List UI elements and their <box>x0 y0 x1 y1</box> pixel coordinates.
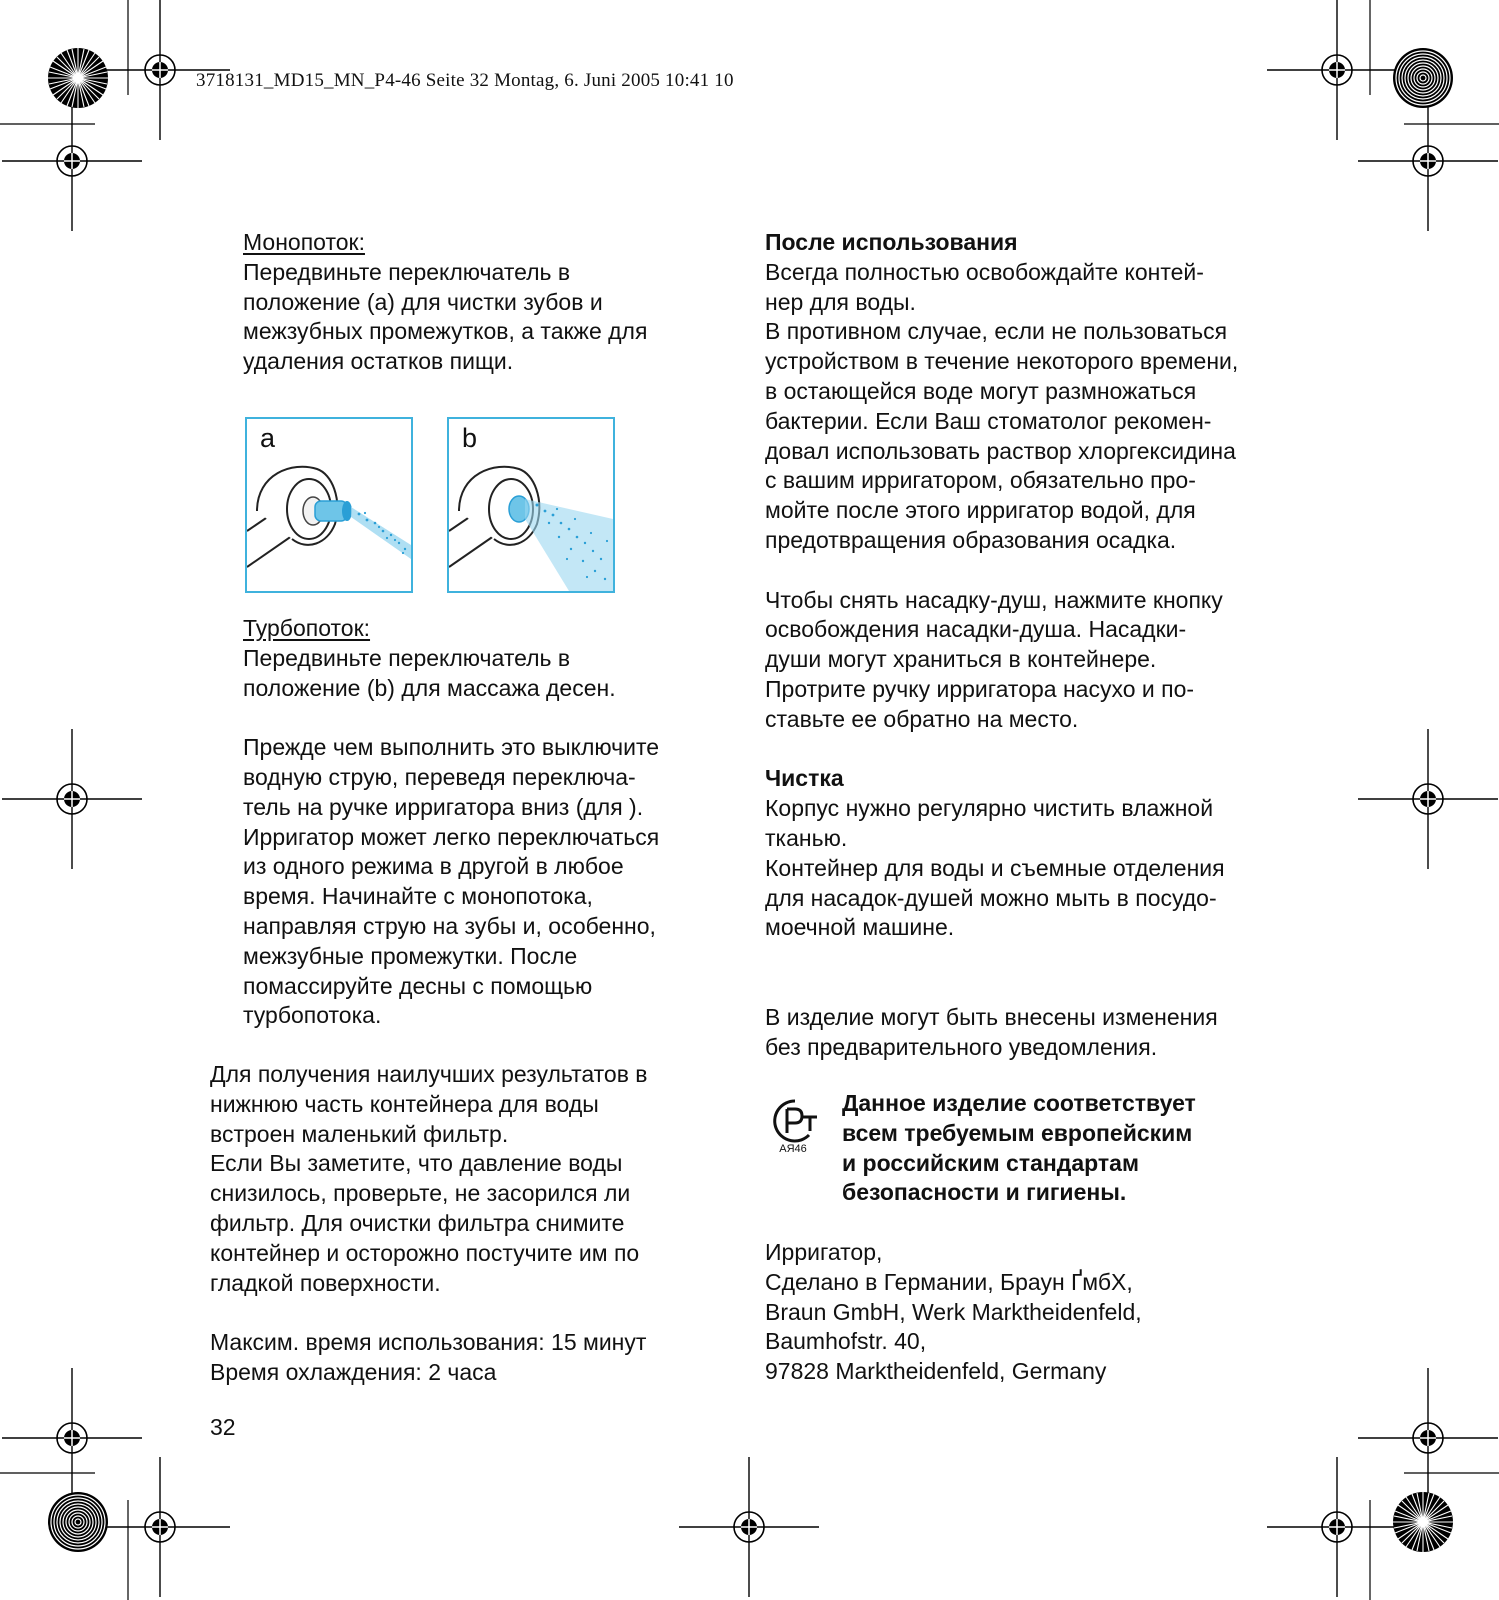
turboflow-section <box>243 614 733 1031</box>
text-line: положение (b) для массажа десен. <box>243 674 616 701</box>
text-line: Baumhofstr. 40, <box>765 1328 927 1355</box>
text-line: помассируйте десны с помощью <box>243 972 593 999</box>
text-line: Корпус нужно регулярно чистить влажной <box>765 795 1214 822</box>
text-line: В изделие могут быть внесены изменения <box>765 1003 1218 1030</box>
text-line: 97828 Marktheidenfeld, Germany <box>765 1358 1107 1385</box>
figure-a-label: a <box>260 423 276 453</box>
text-line: Прежде чем выполнить это выключите <box>243 734 660 761</box>
text-line: мойте после этого ирригатор водой, для <box>765 497 1196 524</box>
rst-certification-icon <box>765 1095 825 1155</box>
text-line: тель на ручке ирригатора вниз (для ). <box>243 793 644 820</box>
print-slug-line: 3718131_MD15_MN_P4-46 Seite 32 Montag, 6. Juni 2005 10:41 10 <box>196 70 734 91</box>
monoflow-heading: Монопоток: <box>243 229 365 255</box>
text-line: снизилось, проверьте, не засорился ли <box>210 1180 631 1207</box>
cert-code: АЯ46 <box>779 1143 807 1155</box>
text-line: всем требуемым европейским <box>842 1119 1193 1146</box>
text-line: Всегда полностью освобождайте контей- <box>765 258 1204 285</box>
text-line: турбопотока. <box>243 1002 382 1029</box>
turboflow-heading: Турбопоток: <box>243 615 371 641</box>
text-line: Ирригатор, <box>765 1239 883 1265</box>
text-line: время. Начинайте с монопотока, <box>243 883 593 910</box>
manufacturer-block <box>765 1238 1305 1387</box>
text-line: удаления остатков пищи. <box>243 348 514 375</box>
text-line: довал использовать раствор хлоргексидина <box>765 437 1236 464</box>
certification-statement <box>842 1089 1196 1208</box>
text-line: Передвиньте переключатель в <box>243 644 571 671</box>
after-use-heading: После использования <box>765 229 1018 255</box>
monoflow-section <box>243 228 733 377</box>
text-line: контейнер и осторожно постучите им по <box>210 1239 640 1266</box>
text-line: Если Вы заметите, что давление воды <box>210 1150 623 1177</box>
text-line: ставьте ее обратно на место. <box>765 705 1079 732</box>
right-column <box>765 228 1305 1062</box>
text-line: безопасности и гигиены. <box>842 1179 1127 1206</box>
page-number: 32 <box>210 1414 236 1440</box>
text-line: в остающейся воде могут размножаться <box>765 377 1197 404</box>
cooling-time: Время охлаждения: 2 часа <box>210 1358 497 1385</box>
figure-b-label: b <box>462 423 478 453</box>
text-line: межзубных промежутков, а также для <box>243 318 648 345</box>
text-line: фильтр. Для очистки фильтра снимите <box>210 1209 625 1236</box>
text-line: встроен маленький фильтр. <box>210 1120 509 1147</box>
text-line: нер для воды. <box>765 288 916 315</box>
max-use-time: Максим. время использования: 15 минут <box>210 1329 647 1356</box>
text-line: предотвращения образования осадка. <box>765 526 1177 553</box>
text-line: Сделано в Германии, Браун ҐмбХ, <box>765 1268 1133 1295</box>
text-line: Для получения наилучших результатов в <box>210 1061 648 1087</box>
text-line: Контейнер для воды и съемные отделения <box>765 854 1225 881</box>
text-line: души могут храниться в контейнере. <box>765 646 1157 673</box>
text-line: гладкой поверхности. <box>210 1269 441 1296</box>
text-line: В противном случае, если не пользоваться <box>765 318 1228 345</box>
text-line: моечной машине. <box>765 914 955 941</box>
text-line: для насадок-душей можно мыть в посудо- <box>765 884 1217 911</box>
text-line: направляя струю на зубы и, особенно, <box>243 912 656 939</box>
text-line: из одного режима в другой в любое <box>243 853 624 880</box>
nozzle-figures <box>245 417 620 597</box>
text-line: положение (a) для чистки зубов и <box>243 288 603 315</box>
text-line: Ирригатор может легко переключаться <box>243 823 660 850</box>
text-line: Передвиньте переключатель в <box>243 258 571 285</box>
text-line: водную струю, переведя переключа- <box>243 763 636 790</box>
text-line: освобождения насадки-душа. Насадки- <box>765 616 1187 643</box>
text-line: нижнюю часть контейнера для воды <box>210 1090 599 1117</box>
text-line: устройством в течение некоторого времени, <box>765 348 1239 375</box>
text-line: Данное изделие соответствует <box>842 1090 1196 1116</box>
text-line: Чтобы снять насадку-душ, нажмите кнопку <box>765 586 1223 613</box>
text-line: без предварительного уведомления. <box>765 1033 1158 1060</box>
text-line: Протрите ручку ирригатора насухо и по- <box>765 675 1195 702</box>
text-line: с вашим ирригатором, обязательно про- <box>765 467 1196 494</box>
text-line: Braun GmbH, Werk Marktheidenfeld, <box>765 1298 1142 1325</box>
text-line: и российским стандартам <box>842 1149 1139 1176</box>
cleaning-heading: Чистка <box>765 765 844 792</box>
figure-a-monoflow <box>245 417 413 593</box>
text-line: бактерии. Если Ваш стоматолог рекомен- <box>765 407 1212 434</box>
text-line: тканью. <box>765 824 848 851</box>
text-line: межзубные промежутки. После <box>243 942 578 969</box>
filter-section <box>210 1060 730 1388</box>
figure-b-turboflow <box>447 417 615 593</box>
